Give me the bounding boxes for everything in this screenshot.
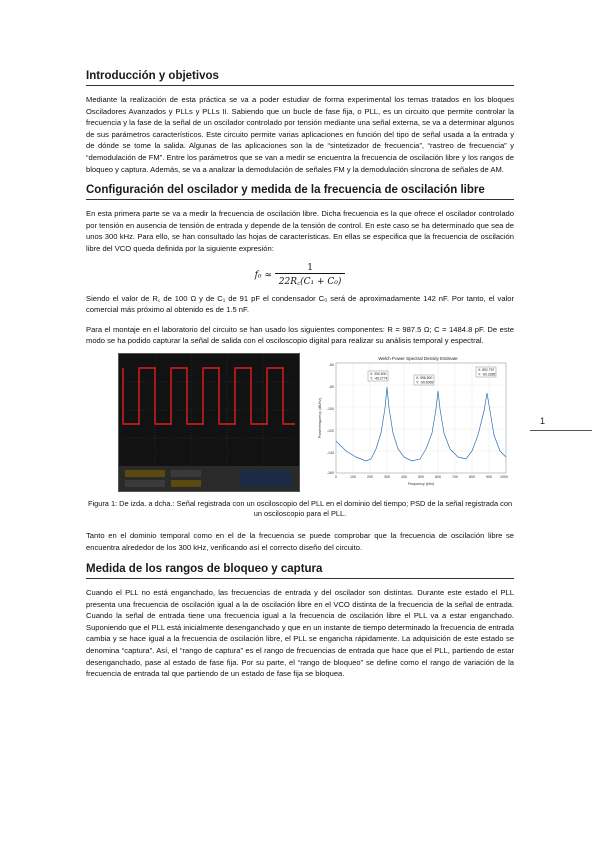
y-tick-3: -100 xyxy=(326,406,334,411)
datatip-1-y: Y: -46.2774 xyxy=(370,376,388,381)
datatip-3-x: X: 892.797 xyxy=(478,367,495,372)
psd-plot xyxy=(316,353,511,490)
psd-title: Welch Power Spectral Density Estimate xyxy=(378,355,458,361)
x-tick-500: 500 xyxy=(418,474,424,479)
formula-fraction xyxy=(275,263,346,287)
psd-chart xyxy=(316,353,511,490)
x-tick-0: 0 xyxy=(335,474,337,479)
oscillator-paragraph-4: Tanto en el dominio temporal como en el de la frecuencia se puede comprobar que la frecuencia de oscilación libre se encuentra alrededor de los 300 kHz, verificando así el correcto diseño del circuito. xyxy=(86,530,514,552)
section-title-lock-capture: Medida de los rangos de bloqueo y captura xyxy=(86,563,514,579)
intro-paragraph: Mediante la realización de esta práctica se va a poder estudiar de forma experimental los temas tratados en los bloques Osciladores Avanzados y PLLs y PLLs II. Sabiendo que un bucle de fase fija, o PLL, es un circuito que permite controlar la frecuencia y la fase de la señal de un oscilador controlado por tensión mediante una señal externa, se va a determinar algunos de sus parámetros característicos. Este circuito permite varias aplicaciones en función del tipo de señal usada a la entrada y de dónde se tome la salida. Algunas de las aplicaciones son la de “sintetizador de frecuencia”, “rastreo de frecuencia” y “demodulación de FM”. Entre los parámetros que se van a medir se encuentra la frecuencia de oscilación libre y los rangos de bloqueo y captura. Además, se va a analizar la demodulación de señales FM y la demodulación síncrona de señales de AM. xyxy=(86,95,514,174)
formula-numerator: 1 xyxy=(275,263,346,274)
x-tick-800: 800 xyxy=(469,474,475,479)
y-tick-4: -120 xyxy=(326,428,334,433)
section-title-oscillator: Configuración del oscilador y medida de la frecuencia de oscilación libre xyxy=(86,184,514,200)
document-page xyxy=(86,70,514,680)
formula-denominator: 22R꜀(C₁ + C₀) xyxy=(278,276,342,287)
oscillator-paragraph-3: Para el montaje en el laboratorio del circuito se han usado los siguientes componentes: R = 987.5 Ω; C = 1484.8 pF. De este modo se ha podido capturar la señal de salida con el osciloscopio digital para realizar su análisis temporal y espectral. xyxy=(86,324,514,346)
formula-lhs: f₀ ≈ xyxy=(254,270,272,281)
free-oscillation-formula xyxy=(86,263,514,287)
figure-caption: Figura 1: De izda. a dcha.: Señal registrada con un osciloscopio del PLL en el dominio del tiempo; PSD de la señal registrada con un osciloscopio para el PLL. xyxy=(87,498,513,519)
psd-xlabel: Frequency (kHz) xyxy=(407,481,435,486)
y-tick-5: -140 xyxy=(326,450,334,455)
x-tick-100: 100 xyxy=(350,474,356,479)
x-tick-1000: 1000 xyxy=(500,474,508,479)
section-title-intro: Introducción y objetivos xyxy=(86,70,514,86)
oscillator-paragraph-2: Siendo el valor de R꜀ de 100 Ω y de C₁ de 91 pF el condensador C₀ será de aproximadamente 142 nF. Por tanto, el valor comercial más próximo al obtenido es de 1.5 nF. xyxy=(86,293,514,315)
y-tick-1: -60 xyxy=(328,362,334,367)
x-tick-200: 200 xyxy=(367,474,373,479)
y-tick-6: -160 xyxy=(326,470,334,475)
datatip-1-x: X: 300.600 xyxy=(370,371,387,376)
x-tick-700: 700 xyxy=(452,474,458,479)
psd-ylabel: Power/frequency (dB/Hz) xyxy=(318,397,322,438)
page-number-rule xyxy=(530,430,592,431)
x-tick-400: 400 xyxy=(401,474,407,479)
page-number: 1 xyxy=(540,416,546,426)
oscilloscope-image xyxy=(118,353,300,492)
datatip-2-y: Y: -59.6969 xyxy=(416,380,434,385)
y-tick-2: -80 xyxy=(328,384,334,389)
datatip-2-x: X: 598.800 xyxy=(416,375,433,380)
x-tick-300: 300 xyxy=(384,474,390,479)
oscillator-paragraph-1: En esta primera parte se va a medir la frecuencia de oscilación libre. Dicha frecuencia es la que ofrece el oscilador controlado por tensión en ausencia de tensión de entrada y depende de la tensión de control. En este caso se ha determinado que sea de unos 300 kHz. Para ello, se han consultado las hojas de características. En ellas se especifica que la frecuencia de oscilación libre del VCO queda definida por la siguiente expresión: xyxy=(86,209,514,253)
x-tick-600: 600 xyxy=(435,474,441,479)
lock-capture-paragraph: Cuando el PLL no está enganchado, las frecuencias de entrada y del oscilador son distintas. Durante este estado el PLL presenta una frecuencia de oscilación igual a la de oscilación libre en el VCO distinta de la frecuencia de la señal de entrada. Cuando la señal de entrada tiene una frecuencia igual a la frecuencia de oscilación libre el PLL va a estar enganchado. Suponiendo que el PLL está inicialmente desenganchado y que en un instante de tiempo determinado la frecuencia de entrada cambia y se hace igual a la frecuencia de oscilación libre, el PLL se engancha rápidamente. La adquisición de este estado se denomina “captura”. Así, el “rango de captura” es el rango de frecuencias de entrada que hace que el PLL, partiendo de estar desenganchado, pase al estado de fase fija. Por su parte, el “rango de bloqueo” se define como el rango de variación de la frecuencia de entrada tal que partiendo de un estado de fase fija se bloquea. xyxy=(86,588,514,679)
figure-1 xyxy=(86,353,514,493)
x-tick-900: 900 xyxy=(486,474,492,479)
datatip-3-y: Y: -60.3385 xyxy=(478,372,496,377)
oscilloscope-screen xyxy=(119,354,299,491)
